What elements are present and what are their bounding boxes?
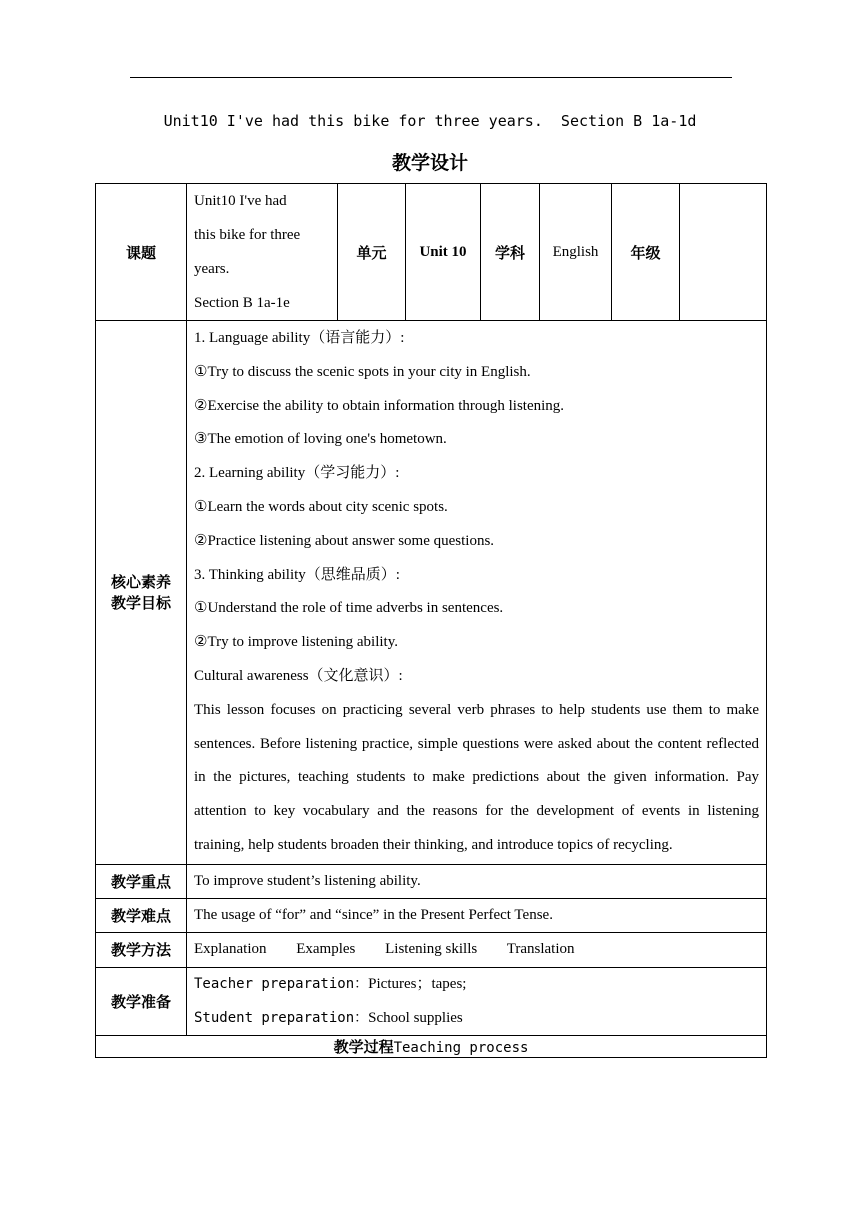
student-preparation: [194, 1002, 759, 1036]
grade-label: 年级: [612, 184, 680, 321]
difficulties-label: 教学难点: [96, 898, 187, 932]
objectives-row: [96, 321, 767, 865]
student-preparation-value: School supplies: [368, 1009, 463, 1026]
process-label-zh: 教学过程: [333, 1038, 394, 1057]
process-label-en: Teaching process: [393, 1040, 529, 1057]
methods-label: 教学方法: [96, 932, 187, 967]
topic-line: this bike for three: [194, 227, 301, 243]
methods-value: [187, 932, 767, 967]
objective-item: ③The emotion of loving one's hometown.: [194, 431, 447, 448]
objectives-label-line: 教学目标: [110, 594, 171, 613]
process-row: [96, 1036, 767, 1058]
methods-row: [96, 932, 767, 967]
objective-item: ①Try to discuss the scenic spots in your city in English.: [194, 363, 531, 380]
objective-item: ②Try to improve listening ability.: [194, 634, 399, 651]
objective-item: ②Exercise the ability to obtain information through listening.: [194, 397, 565, 414]
objective-item: ①Learn the words about city scenic spots.: [194, 498, 448, 515]
objective-item: 1. Language ability（语言能力）:: [194, 330, 405, 346]
unit-value: Unit 10: [406, 184, 481, 321]
preparation-label: 教学准备: [96, 967, 187, 1036]
header-rule: [130, 77, 732, 78]
student-preparation-label: Student preparation：: [194, 1009, 369, 1026]
grade-value: [680, 184, 767, 321]
objective-item: ②Practice listening about answer some questions.: [194, 532, 495, 549]
objective-item: 3. Thinking ability（思维品质）:: [194, 566, 400, 583]
objectives-content: [187, 321, 767, 865]
objective-item: ①Understand the role of time adverbs in sentences.: [194, 600, 504, 617]
topic-line: Unit10 I've had: [194, 193, 287, 209]
topic-value: [187, 184, 338, 321]
preparation-row: [96, 967, 767, 1036]
objectives-label-line: 核心素养: [110, 573, 171, 592]
info-row: [96, 184, 767, 321]
document-title: Unit10 I've had this bike for three years. Section B 1a-1d: [163, 112, 697, 130]
method-item: Translation: [506, 941, 575, 958]
teacher-preparation: [194, 968, 759, 1002]
topic-line: Section B 1a-1e: [194, 295, 290, 311]
method-item: Explanation: [194, 941, 267, 958]
method-item: Examples: [296, 941, 356, 958]
key-points-value: To improve student’s listening ability.: [187, 864, 767, 898]
subject-label: 学科: [481, 184, 540, 321]
key-points-label: 教学重点: [96, 864, 187, 898]
subject-value: English: [540, 184, 612, 321]
preparation-value: [187, 967, 767, 1036]
document-subtitle: 教学设计: [391, 152, 468, 174]
lesson-plan-table: [95, 183, 767, 1058]
difficulties-value: The usage of “for” and “since” in the Present Perfect Tense.: [187, 898, 767, 932]
process-header: [96, 1036, 767, 1058]
key-points-row: [96, 864, 767, 898]
objective-item: Cultural awareness（文化意识）:: [194, 667, 403, 684]
teacher-preparation-label: Teacher preparation：: [194, 975, 369, 992]
unit-label: 单元: [338, 184, 406, 321]
teacher-preparation-value: Pictures；tapes;: [368, 975, 467, 992]
method-item: Listening skills: [385, 941, 478, 958]
topic-line: years.: [194, 261, 230, 277]
difficulties-row: [96, 898, 767, 932]
cultural-awareness-paragraph: This lesson focuses on practicing several verb phrases to help students use them to make sentences. Before listening practice, simple questions were asked about the content reflected in the pictures, teaching students to make predictions about the given information. Pay attention to key vocabulary and the reasons for the development of events in listening training, help students broaden their thinking, and introduce topics of recycling.: [194, 701, 759, 853]
objective-item: 2. Learning ability（学习能力）:: [194, 465, 400, 482]
topic-label: 课题: [96, 184, 187, 321]
objectives-label: [96, 321, 187, 865]
